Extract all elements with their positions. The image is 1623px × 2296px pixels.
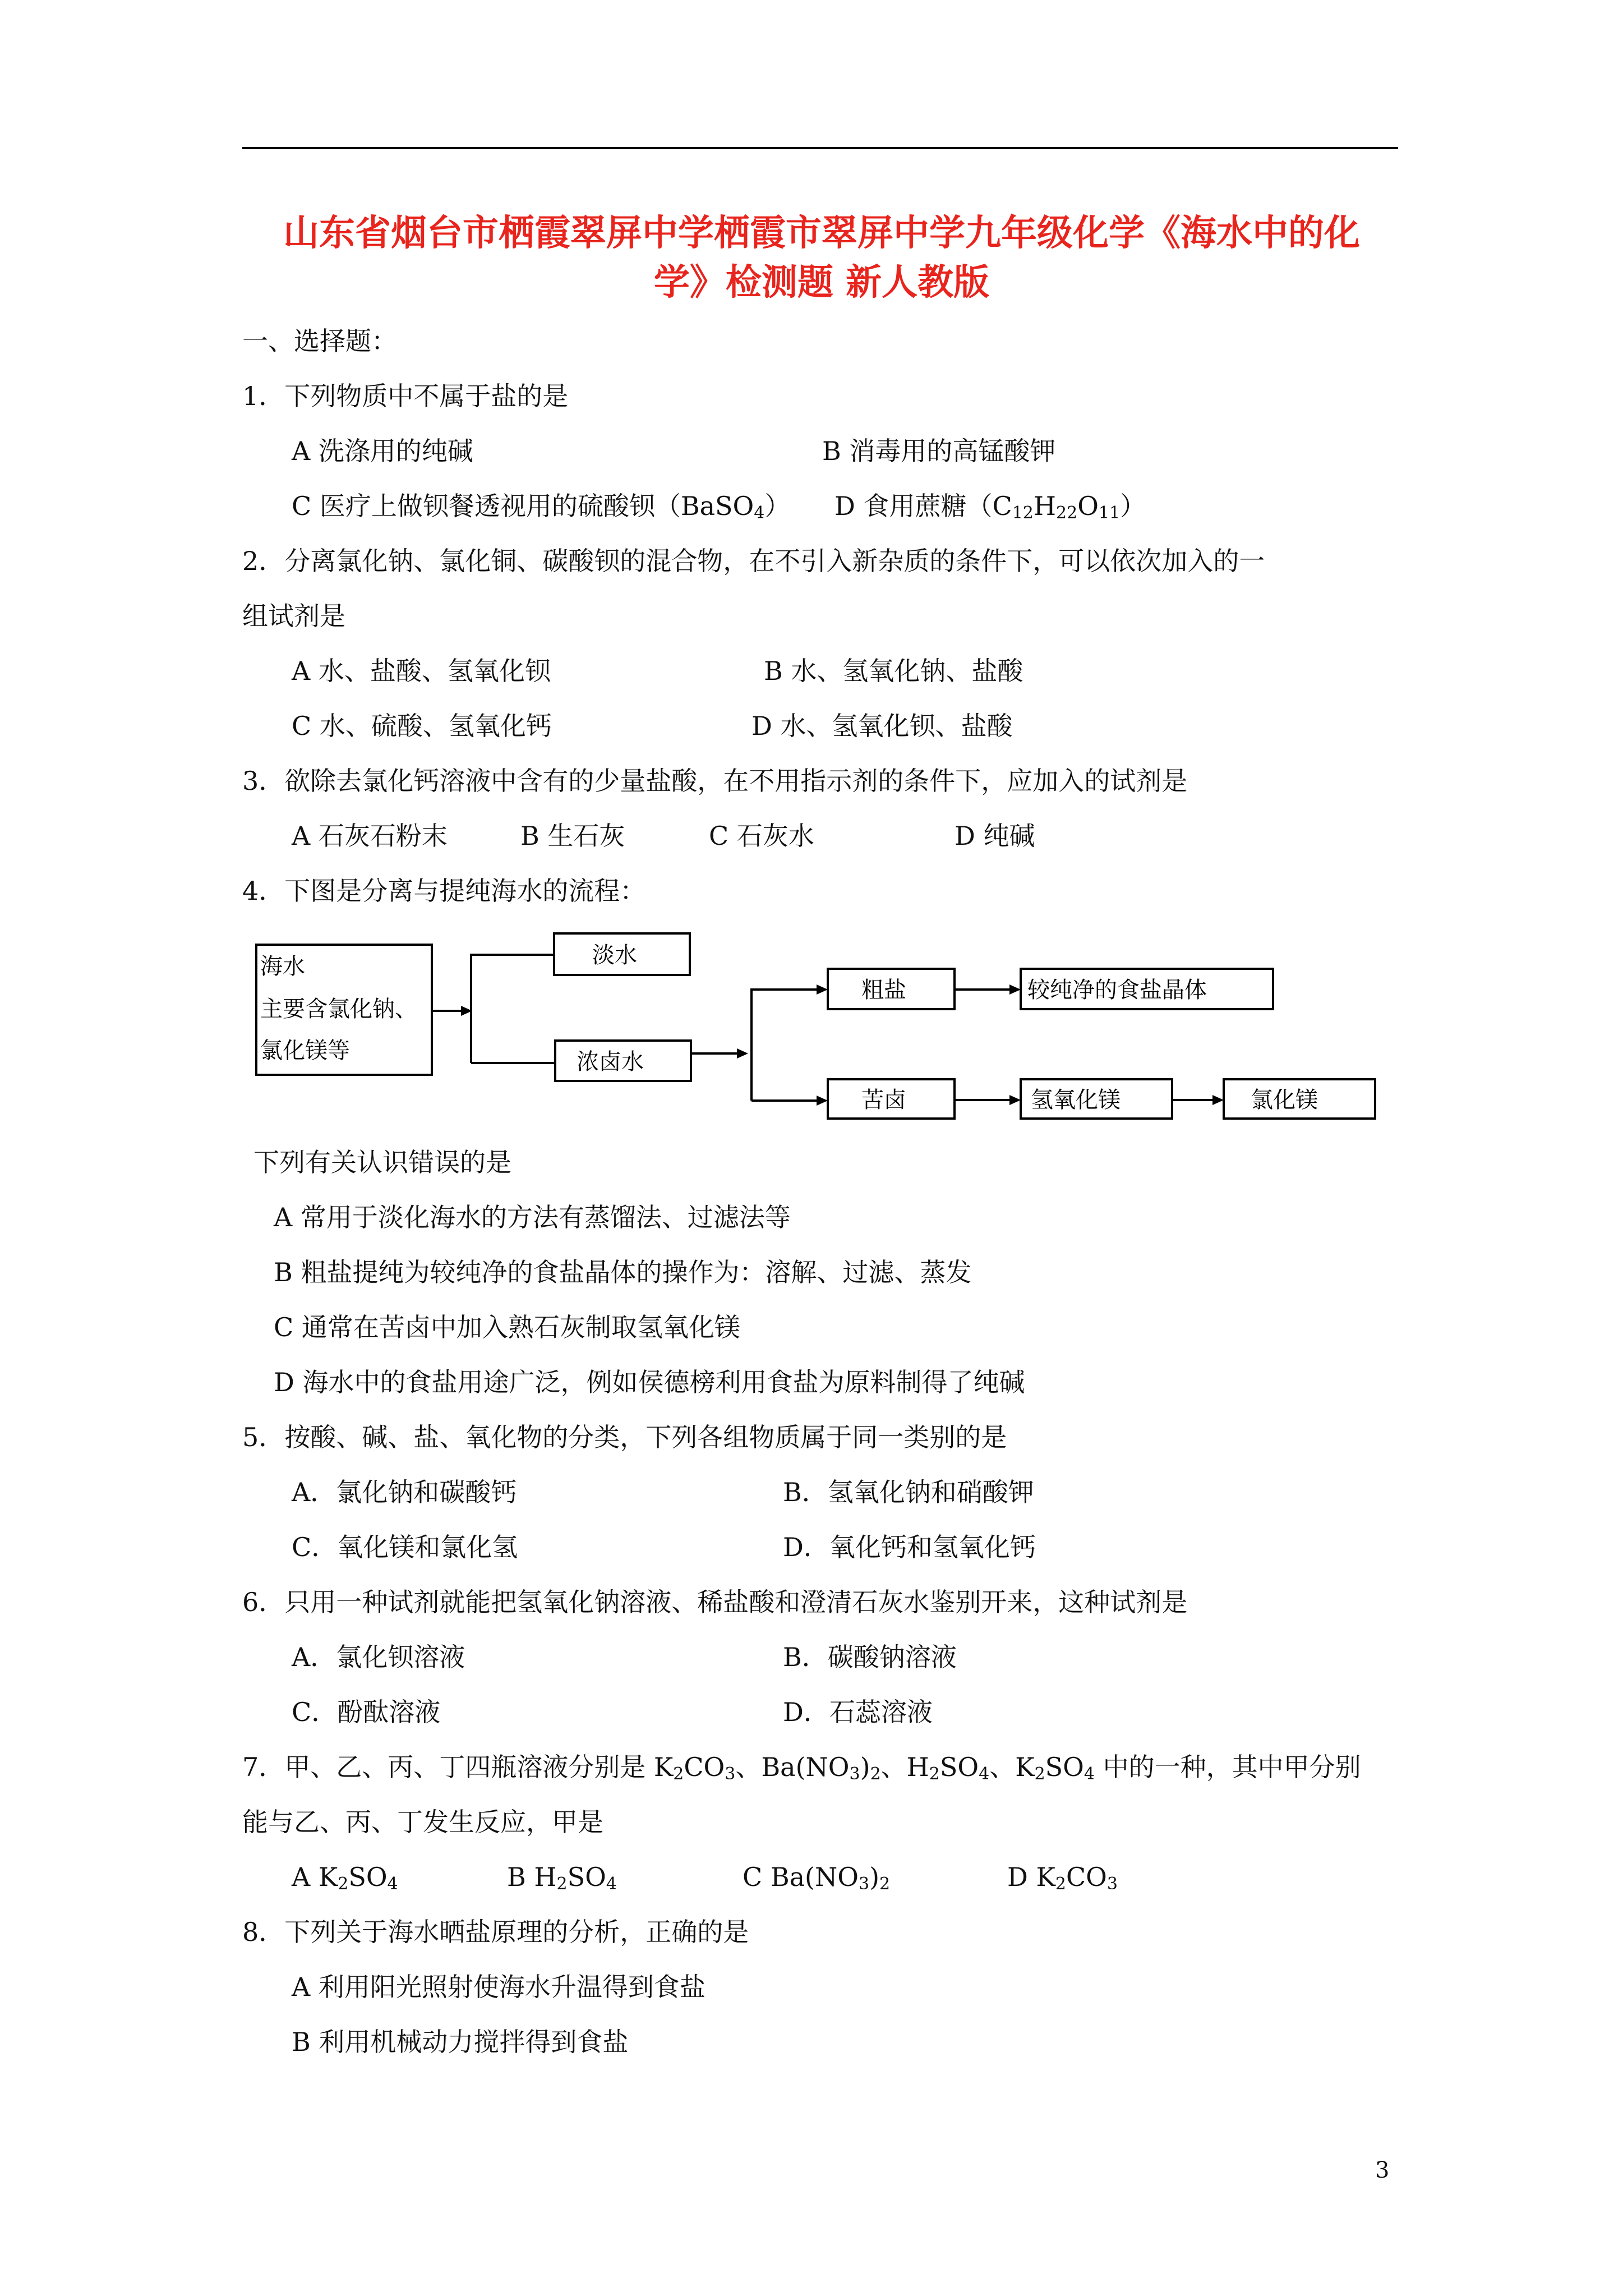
page-title-line-2: 学》检测题 新人教版	[653, 261, 990, 303]
question-7-option-d: D $K_2CO_3$	[1007, 1862, 1118, 1894]
question-1-option-a: A 洗涤用的纯碱	[292, 436, 473, 466]
question-6-stem: 6．只用一种试剂就能把氢氧化钠溶液、稀盐酸和澄清石灰水鉴别开来，这种试剂是	[242, 1587, 1188, 1617]
question-8-option-b: B 利用机械动力搅拌得到食盐	[292, 2027, 629, 2057]
question-5-option-b: B．氢氧化钠和硝酸钾	[783, 1477, 1034, 1507]
arrow-head	[737, 1048, 748, 1059]
seawater-flowchart	[247, 926, 1380, 1128]
seawater-label-1: 海水	[260, 954, 305, 979]
question-7-option-c: C $Ba(NO_3)_2$	[743, 1862, 891, 1894]
arrow-head	[1009, 1095, 1021, 1105]
question-5-option-c: C．氧化镁和氯化氢	[292, 1532, 518, 1562]
question-1-stem: 1．下列物质中不属于盐的是	[242, 381, 569, 411]
page-number: 3	[1375, 2157, 1390, 2183]
question-7-option-a: A $K_2SO_4$	[292, 1862, 398, 1894]
question-1-option-b: B 消毒用的高锰酸钾	[822, 436, 1056, 466]
question-7-stem-line-2: 能与乙、丙、丁发生反应，甲是	[242, 1807, 603, 1837]
pure-salt-label: 较纯净的食盐晶体	[1027, 977, 1207, 1003]
question-7-option-b: B $H_2SO_4$	[507, 1862, 617, 1894]
question-4-option-d: D 海水中的食盐用途广泛，例如侯德榜利用食盐为原料制得了纯碱	[274, 1367, 1025, 1397]
fresh-water-label: 淡水	[592, 942, 637, 968]
arrow-head	[1212, 1095, 1224, 1105]
question-3-option-c: C 石灰水	[709, 821, 814, 851]
question-5-stem: 5．按酸、碱、盐、氧化物的分类，下列各组物质属于同一类别的是	[242, 1422, 1007, 1452]
question-2-option-b: B 水、氢氧化钠、盐酸	[764, 656, 1023, 686]
question-6-option-c: C．酚酞溶液	[292, 1697, 441, 1727]
question-5-option-d: D．氧化钙和氢氧化钙	[783, 1532, 1036, 1562]
crude-salt-label: 粗盐	[861, 977, 906, 1003]
question-1-option-c: C 医疗上做钡餐透视用的硫酸钡（BaSO$_4$）	[292, 491, 791, 523]
seawater-label-3: 氯化镁等	[260, 1038, 350, 1064]
question-2-option-a: A 水、盐酸、氢氧化钡	[292, 656, 551, 686]
question-6-option-b: B．碳酸钠溶液	[783, 1642, 957, 1672]
question-3-option-d: D 纯碱	[955, 821, 1035, 851]
question-4-option-a: A 常用于淡化海水的方法有蒸馏法、过滤法等	[274, 1202, 791, 1232]
question-7-stem-line-1: 7．甲、乙、丙、丁四瓶溶液分别是 $K_2CO_3$、$Ba(NO_3)_2$、$H_2SO_4$、$K_2SO_4$ 中的一种，其中甲分别	[242, 1752, 1361, 1784]
question-2-stem-line-1: 2．分离氯化钠、氯化铜、碳酸钡的混合物，在不引入新杂质的条件下，可以依次加入的一	[242, 546, 1265, 576]
question-3-option-a: A 石灰石粉末	[292, 821, 448, 851]
mg-hydroxide-label: 氢氧化镁	[1031, 1087, 1121, 1113]
question-2-option-d: D 水、氢氧化钡、盐酸	[751, 711, 1013, 741]
question-4-option-b: B 粗盐提纯为较纯净的食盐晶体的操作为：溶解、过滤、蒸发	[274, 1257, 972, 1287]
question-4-after-text: 下列有关认识错误的是	[253, 1147, 511, 1177]
question-6-option-a: A．氯化钡溶液	[292, 1642, 465, 1672]
page-title-line-1: 山东省烟台市栖霞翠屏中学栖霞市翠屏中学九年级化学《海水中的化	[283, 212, 1360, 254]
arrow-head	[817, 1096, 828, 1106]
mg-chloride-label: 氯化镁	[1251, 1087, 1318, 1113]
question-2-option-c: C 水、硫酸、氢氧化钙	[292, 711, 552, 741]
section-heading: 一、选择题：	[242, 326, 397, 356]
arrow-head	[817, 984, 828, 995]
question-8-option-a: A 利用阳光照射使海水升温得到食盐	[292, 1972, 706, 2002]
header-rule	[242, 147, 1398, 149]
question-4-option-c: C 通常在苦卤中加入熟石灰制取氢氧化镁	[274, 1312, 740, 1342]
arrow-head	[1009, 984, 1021, 995]
bittern-label: 苦卤	[861, 1087, 906, 1113]
question-1-option-d: D 食用蔗糖$(C_{12}H_{22}O_{11})$	[834, 491, 1146, 523]
question-2-stem-line-2: 组试剂是	[242, 601, 345, 631]
question-6-option-d: D．石蕊溶液	[783, 1697, 933, 1727]
question-5-option-a: A．氯化钠和碳酸钙	[292, 1477, 517, 1507]
question-4-stem: 4．下图是分离与提纯海水的流程：	[242, 876, 646, 906]
question-3-option-b: B 生石灰	[520, 821, 625, 851]
brine-label: 浓卤水	[577, 1049, 644, 1075]
question-8-stem: 8．下列关于海水晒盐原理的分析，正确的是	[242, 1917, 749, 1947]
question-3-stem: 3．欲除去氯化钙溶液中含有的少量盐酸，在不用指示剂的条件下，应加入的试剂是	[242, 766, 1188, 796]
seawater-label-2: 主要含氯化钠、	[260, 996, 417, 1022]
